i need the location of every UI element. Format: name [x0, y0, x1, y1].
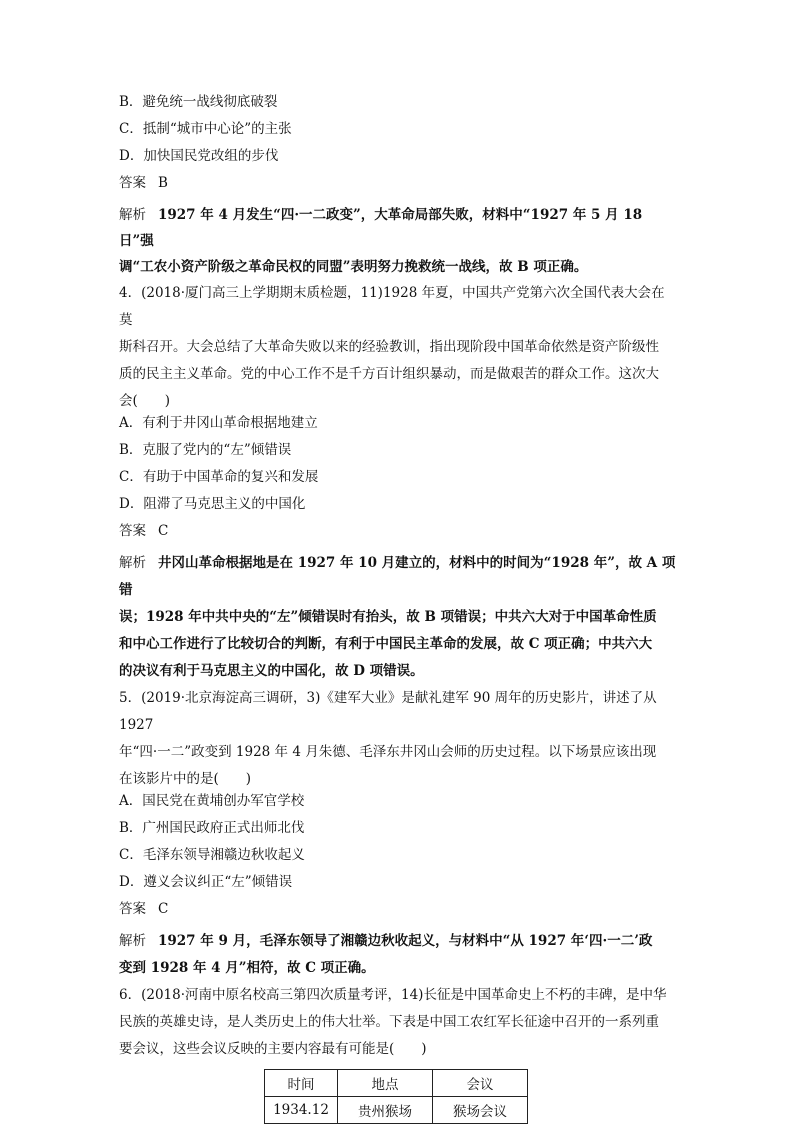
q5-option-b: B．广州国民政府正式出师北伐 — [119, 820, 305, 836]
q3-analysis — [119, 202, 677, 280]
answer-label: 答案 — [119, 901, 146, 917]
q3-option-b: B．避免统一战线彻底破裂 — [119, 94, 278, 110]
q3-option-d: D．加快国民党改组的步伐 — [119, 148, 279, 164]
analysis-label: 解析 — [119, 555, 146, 571]
q4-option-b: B．克服了党内的“左”倾错误 — [119, 442, 292, 458]
q4-answer — [119, 523, 677, 550]
q4-option-c: C．有助于中国革命的复兴和发展 — [119, 469, 319, 485]
analysis-line: 变到 1928 年 4 月”相符，故 C 项正确。 — [119, 960, 375, 976]
analysis-line: 误；1928 年中共中央的“左”倾错误时有抬头，故 B 项错误；中共六大对于中国革命性质 — [119, 609, 657, 625]
meetings-table — [264, 1069, 528, 1124]
q5-option-c: C．毛泽东领导湘赣边秋收起义 — [119, 847, 305, 863]
table-cell: 猴场会议 — [433, 1097, 528, 1124]
q4-stem — [119, 280, 677, 415]
table-row — [265, 1097, 528, 1124]
answer-value: B — [158, 175, 168, 191]
table-cell: 1934.12 — [265, 1097, 338, 1124]
q5-answer — [119, 901, 677, 928]
table-header: 会议 — [433, 1070, 528, 1097]
table-header: 时间 — [265, 1070, 338, 1097]
analysis-line: 井冈山革命根据地是在 1927 年 10 月建立的，材料中的时间为“1928 年”，故 A 项错 — [119, 555, 676, 598]
q5-option-a: A．国民党在黄埔创办军官学校 — [119, 793, 305, 809]
q6-stem — [119, 982, 677, 1063]
q4-option-d: D．阻滞了马克思主义的中国化 — [119, 496, 306, 512]
analysis-line: 的决议有利于马克思主义的中国化，故 D 项错误。 — [119, 663, 424, 679]
analysis-label: 解析 — [119, 933, 146, 949]
stem-line: 5．(2019·北京海淀高三调研，3)《建军大业》是献礼建军 90 周年的历史影片，讲述了从 1927 — [119, 690, 657, 733]
analysis-label: 解析 — [119, 207, 146, 223]
answer-label: 答案 — [119, 175, 146, 191]
stem-line: 4．(2018·厦门高三上学期期末质检题，11)1928 年夏，中国共产党第六次全国代表大会在莫 — [119, 285, 665, 328]
answer-value: C — [158, 901, 169, 917]
stem-line: 要会议，这些会议反映的主要内容最有可能是( ) — [119, 1041, 427, 1057]
stem-line: 民族的英雄史诗，是人类历史上的伟大壮举。下表是中国工农红军长征途中召开的一系列重 — [119, 1014, 659, 1030]
q5-stem — [119, 685, 677, 793]
analysis-line: 和中心工作进行了比较切合的判断，有利于中国民主革命的发展，故 C 项正确；中共六大 — [119, 636, 653, 652]
q3-answer — [119, 175, 677, 202]
stem-line: 会( ) — [119, 393, 171, 409]
stem-line: 在该影片中的是( ) — [119, 771, 252, 787]
answer-label: 答案 — [119, 523, 146, 539]
q5-analysis — [119, 928, 677, 982]
q4-option-a: A．有利于井冈山革命根据地建立 — [119, 415, 318, 431]
q3-option-c: C．抵制“城市中心论”的主张 — [119, 121, 292, 137]
stem-line: 质的民主主义革命。党的中心工作不是千方百计组织暴动，而是做艰苦的群众工作。这次大 — [119, 366, 659, 382]
table-header-row — [265, 1070, 528, 1097]
q4-analysis — [119, 550, 677, 685]
document-page — [119, 94, 677, 1124]
analysis-line: 1927 年 4 月发生“四·一二政变”，大革命局部失败，材料中“1927 年 5 月 18 日”强 — [119, 207, 643, 249]
stem-line: 斯科召开。大会总结了大革命失败以来的经验教训，指出现阶段中国革命依然是资产阶级性 — [119, 339, 659, 355]
analysis-line: 调“工农小资产阶级之革命民权的同盟”表明努力挽救统一战线，故 B 项正确。 — [119, 259, 588, 275]
q5-option-d: D．遵义会议纠正“左”倾错误 — [119, 874, 293, 890]
analysis-line: 1927 年 9 月，毛泽东领导了湘赣边秋收起义，与材料中“从 1927 年‘四·一二’政 — [158, 933, 653, 949]
table-cell: 贵州猴场 — [338, 1097, 433, 1124]
stem-line: 年“四·一二”政变到 1928 年 4 月朱德、毛泽东井冈山会师的历史过程。以下场景应该出现 — [119, 744, 657, 760]
answer-value: C — [158, 523, 169, 539]
table-header: 地点 — [338, 1070, 433, 1097]
stem-line: 6．(2018·河南中原名校高三第四次质量考评，14)长征是中国革命史上不朽的丰碑，是中华 — [119, 987, 667, 1003]
